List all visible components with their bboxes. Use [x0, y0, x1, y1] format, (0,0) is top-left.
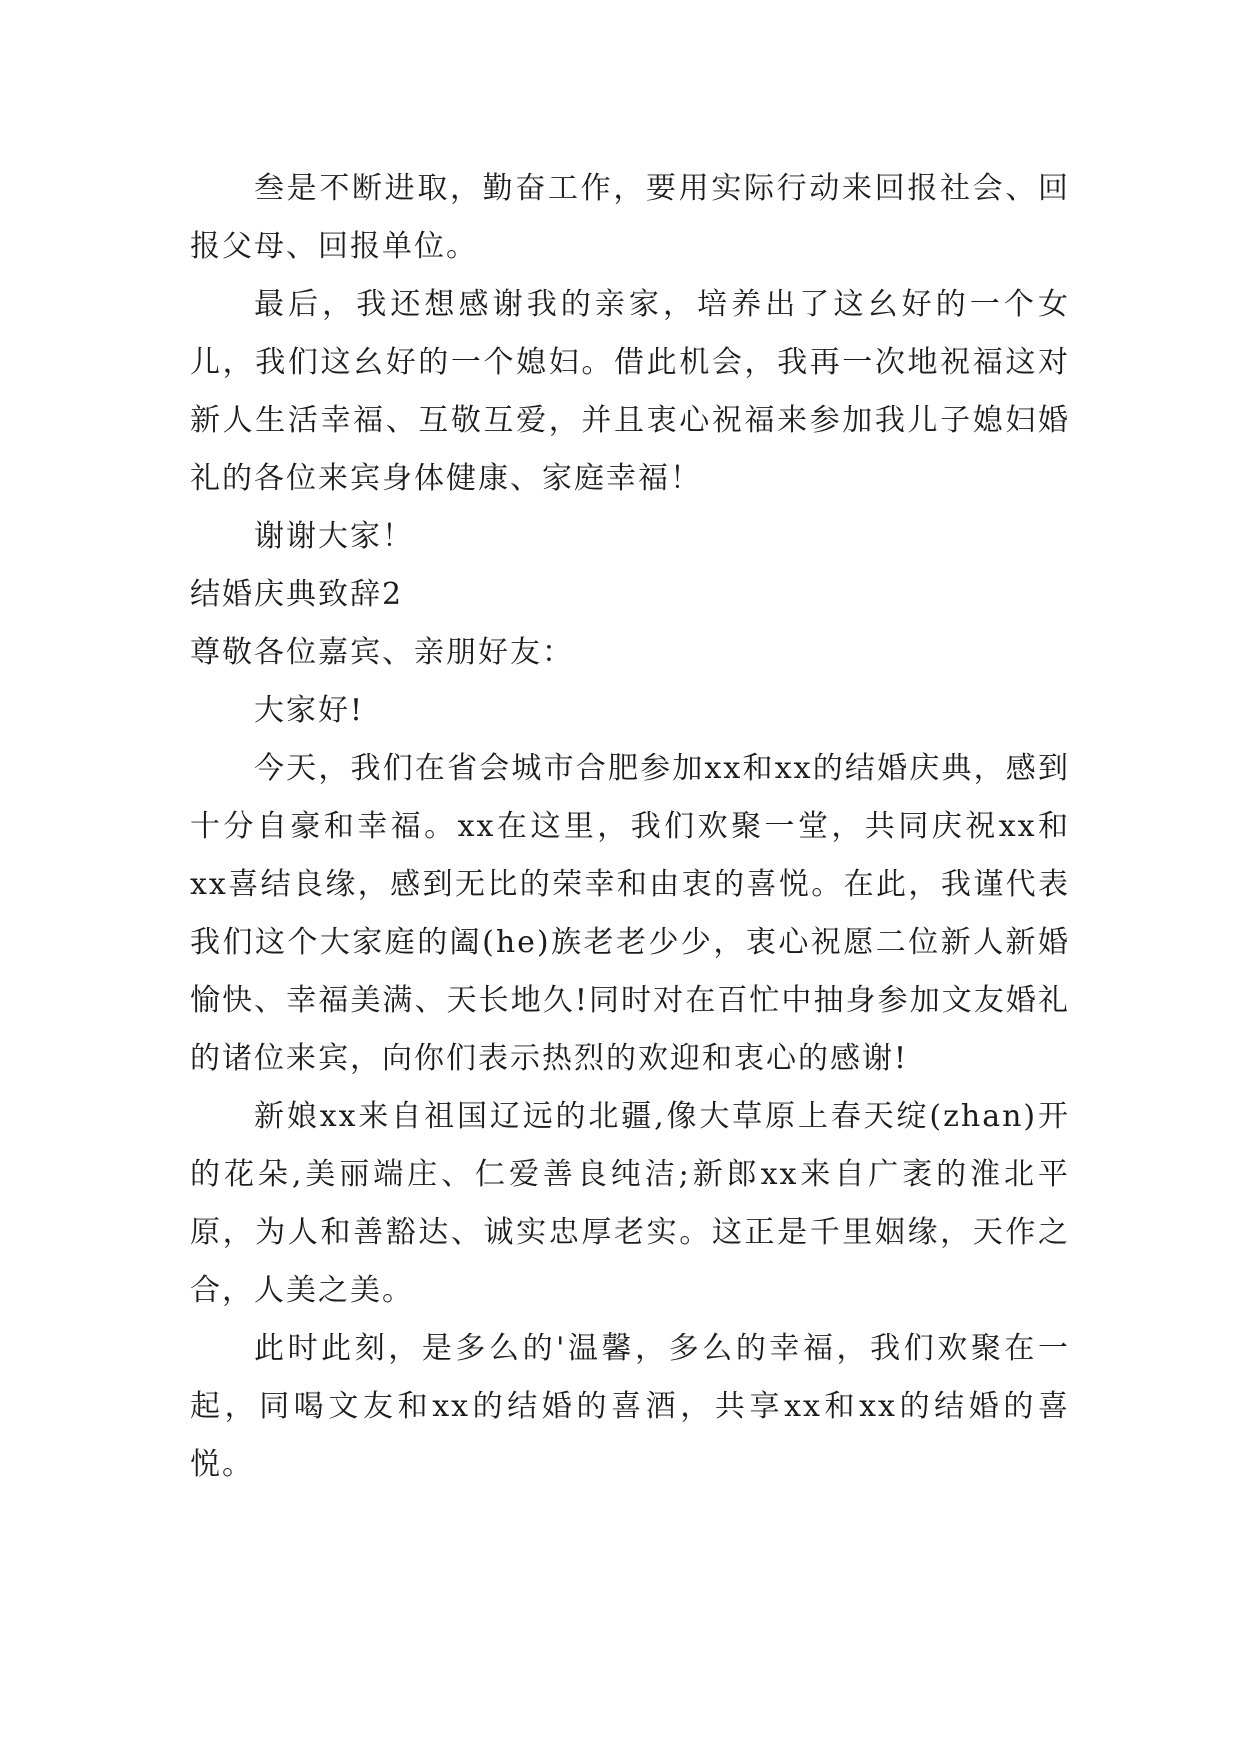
- greeting: 大家好!: [254, 693, 365, 728]
- paragraph-4: 今天，我们在省会城市合肥参加xx和xx的结婚庆典，感到十分自豪和幸福。xx在这里，我们欢聚一堂，共同庆祝xx和xx喜结良缘，感到无比的荣幸和由衷的喜悦。在此，我谨代表我们这个大家庭的阖(he)族老老少少，衷心祝愿二位新人新婚愉快、幸福美满、天长地久!同时对在百忙中抽身参加文友婚礼的诸位来宾，向你们表示热烈的欢迎和衷心的感谢!: [190, 751, 1070, 1076]
- section-title: 结婚庆典致辞2: [190, 577, 404, 612]
- document-body: [190, 160, 1070, 1494]
- paragraph-1: 叁是不断进取，勤奋工作，要用实际行动来回报社会、回报父母、回报单位。: [190, 171, 1070, 264]
- paragraph-5: 新娘xx来自祖国辽远的北疆,像大草原上春天绽(zhan)开的花朵,美丽端庄、仁爱善良纯洁;新郎xx来自广袤的淮北平原，为人和善豁达、诚实忠厚老实。这正是千里姻缘，天作之合，人美之美。: [190, 1099, 1070, 1308]
- paragraph-2: 最后，我还想感谢我的亲家，培养出了这幺好的一个女儿，我们这幺好的一个媳妇。借此机会，我再一次地祝福这对新人生活幸福、互敬互爱，并且衷心祝福来参加我儿子媳妇婚礼的各位来宾身体健康、家庭幸福！: [190, 287, 1070, 496]
- paragraph-3: 谢谢大家！: [254, 519, 414, 554]
- salutation: 尊敬各位嘉宾、亲朋好友：: [190, 635, 574, 670]
- paragraph-6: 此时此刻，是多么的'温馨，多么的幸福，我们欢聚在一起，同喝文友和xx的结婚的喜酒，共享xx和xx的结婚的喜悦。: [190, 1331, 1070, 1482]
